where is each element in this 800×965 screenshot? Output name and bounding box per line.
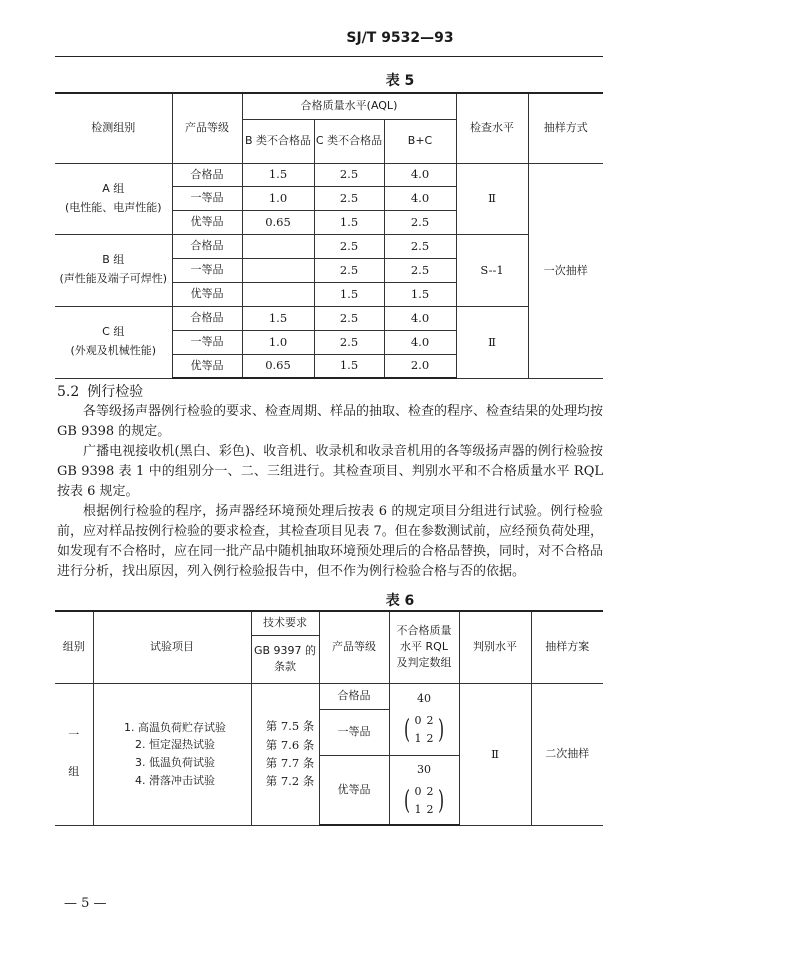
t5-grade: 优等品	[172, 210, 242, 234]
t5-b: 1.5	[242, 306, 314, 330]
t5-head-aql: 合格质量水平(AQL)	[242, 93, 456, 119]
t5-bc: 2.5	[384, 210, 456, 234]
t5-c: 1.5	[314, 282, 384, 306]
t6-item: 4. 滑落冲击试验	[135, 773, 215, 787]
table6-caption: 表 6	[385, 593, 415, 609]
t6-rql-2: 30 ( 0 2 1 2 )	[389, 755, 459, 825]
t5-bc: 1.5	[384, 282, 456, 306]
t6-clause: 第 7.6 条	[265, 737, 315, 752]
t6-item: 2. 恒定湿热试验	[135, 738, 215, 752]
t5-bc: 4.0	[384, 306, 456, 330]
t5-head-group: 检测组别	[55, 93, 172, 163]
t5-head-method: 抽样方式	[528, 93, 603, 163]
t6-clause: 第 7.2 条	[265, 774, 315, 789]
t5-level-c: Ⅱ	[456, 306, 528, 378]
t5-head-c: C 类不合格品	[314, 119, 384, 163]
table5-caption: 表 5	[385, 73, 415, 89]
t5-bc: 4.0	[384, 186, 456, 210]
section-title: 例行检验	[87, 384, 144, 400]
t5-group-c: C 组 (外观及机械性能)	[55, 306, 172, 378]
t6-clause: 第 7.7 条	[265, 756, 315, 770]
t5-b: 0.65	[242, 210, 314, 234]
t6-head-scheme: 抽样方案	[531, 611, 603, 683]
page-number: — 5 —	[64, 896, 107, 911]
t5-b: 0.65	[242, 354, 314, 378]
t6-grade: 合格品	[319, 683, 389, 709]
t6-head-level: 判别水平	[459, 611, 531, 683]
t6-item: 3. 低温负荷试验	[135, 756, 215, 769]
t6-clauses	[251, 683, 319, 825]
t6-clause: 第 7.5 条	[265, 719, 315, 734]
t5-level-a: Ⅱ	[456, 163, 528, 234]
t5-grade: 合格品	[172, 163, 242, 186]
t5-grade: 优等品	[172, 354, 242, 378]
t5-method: 一次抽样	[528, 163, 603, 378]
t5-b	[242, 258, 314, 282]
t5-grade: 优等品	[172, 282, 242, 306]
t5-bc: 2.5	[384, 258, 456, 282]
t5-level-b: S--1	[456, 234, 528, 306]
table5	[55, 92, 603, 379]
t6-head-grade: 产品等级	[319, 611, 389, 683]
t6-head-gb: GB 9397 的条款	[251, 635, 319, 683]
t5-bc: 4.0	[384, 163, 456, 186]
paragraph: 广播电视接收机(黑白、彩色)、收音机、收录机和收录音机用的各等级扬声器的例行检验按 GB 9398 表 1 中的组别分一、二、三组进行。其检查项目、判别水平和不合格质量水平 RQL 按表 6 规定。	[57, 444, 603, 499]
t5-c: 2.5	[314, 330, 384, 354]
t6-level: Ⅱ	[459, 683, 531, 825]
t5-b: 1.0	[242, 330, 314, 354]
t5-head-grade: 产品等级	[172, 93, 242, 163]
t5-b	[242, 234, 314, 258]
t6-head-rql: 不合格质量水平 RQL 及判定数组	[389, 611, 459, 683]
t5-bc: 4.0	[384, 330, 456, 354]
t5-head-bc: B+C	[384, 119, 456, 163]
t6-items	[93, 683, 251, 825]
standard-number: SJ/T 9532—93	[346, 30, 454, 46]
t6-head-item: 试验项目	[93, 611, 251, 683]
paragraph: 根据例行检验的程序，扬声器经环境预处理后按表 6 的规定项目分组进行试验。例行检验前，应对样品按例行检验的要求检查，其检查项目见表 7。但在参数测试前，应经预负荷处理，如发现有不合格时，应在同一批产品中随机抽取环境预处理后的合格品替换，同时，对不合格品进行分析，找出原因，列入例行检验报告中，但不作为例行检验合格与否的依据。	[57, 504, 604, 579]
t5-head-level: 检查水平	[456, 93, 528, 163]
t5-b: 1.5	[242, 163, 314, 186]
t5-c: 2.5	[314, 163, 384, 186]
section-5-2	[57, 382, 603, 582]
section-number: 5.2	[57, 384, 80, 400]
t6-grade: 优等品	[319, 755, 389, 825]
t6-head-tech: 技术要求	[251, 611, 319, 635]
t5-grade: 一等品	[172, 330, 242, 354]
t5-grade: 合格品	[172, 306, 242, 330]
t6-item: 1. 高温负荷贮存试验	[124, 720, 226, 734]
t5-bc: 2.5	[384, 234, 456, 258]
t5-c: 2.5	[314, 258, 384, 282]
t5-c: 1.5	[314, 354, 384, 378]
t6-head-group: 组别	[55, 611, 93, 683]
t5-c: 2.5	[314, 306, 384, 330]
paragraph: 各等级扬声器例行检验的要求、检查周期、样品的抽取、检查的程序、检查结果的处理均按 GB 9398 的规定。	[57, 404, 604, 439]
t6-rql-1: 40 ( 0 2 1 2 )	[389, 683, 459, 755]
section-heading	[57, 382, 603, 402]
t6-grade: 一等品	[319, 709, 389, 755]
table6	[55, 610, 603, 826]
t5-b	[242, 282, 314, 306]
t6-scheme: 二次抽样	[531, 683, 603, 825]
t5-c: 2.5	[314, 186, 384, 210]
t5-head-b: B 类不合格品	[242, 119, 314, 163]
t6-group-1: 一 组	[55, 683, 93, 825]
t5-c: 1.5	[314, 210, 384, 234]
t5-group-b: B 组 (声性能及端子可焊性)	[55, 234, 172, 306]
t5-grade: 一等品	[172, 186, 242, 210]
t5-bc: 2.0	[384, 354, 456, 378]
t5-b: 1.0	[242, 186, 314, 210]
t5-c: 2.5	[314, 234, 384, 258]
header-rule	[55, 56, 603, 57]
t5-grade: 一等品	[172, 258, 242, 282]
t5-group-a: A 组 (电性能、电声性能)	[55, 163, 172, 234]
t5-grade: 合格品	[172, 234, 242, 258]
